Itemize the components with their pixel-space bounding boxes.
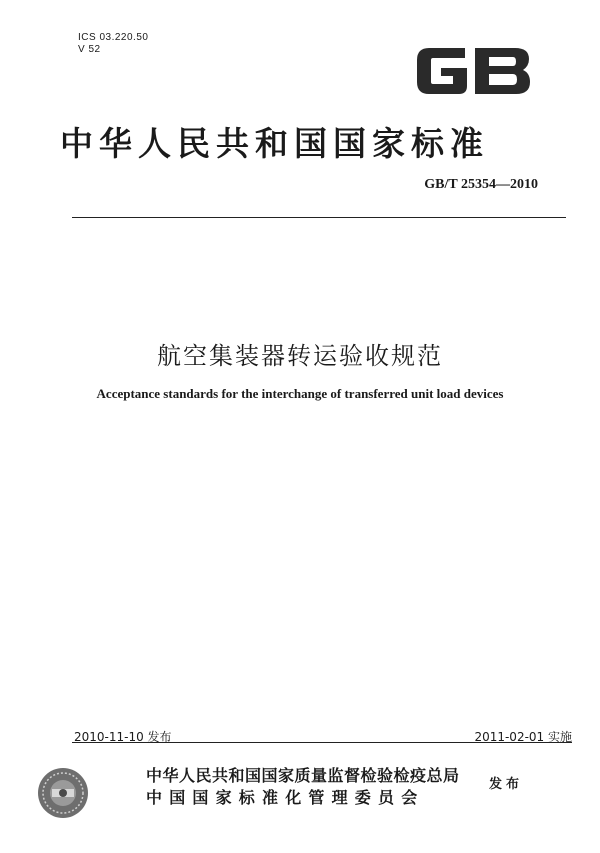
ccs-code: V 52 <box>78 44 101 55</box>
issue-date: 2010-11-10 发布 <box>74 730 172 744</box>
gb-logo-icon <box>413 44 533 98</box>
standard-number: GB/T 25354—2010 <box>424 177 538 192</box>
issuer-sac: 中国国家标准化管理委员会 <box>146 788 425 807</box>
footer-divider <box>72 742 572 743</box>
ics-code-block <box>78 32 148 56</box>
issuer-aqsiq: 中华人民共和国国家质量监督检验检疫总局 <box>146 766 460 785</box>
anti-counterfeit-seal-icon <box>36 766 90 820</box>
organization-title: 中华人民共和国国家标准 <box>60 124 489 163</box>
ics-code: ICS 03.220.50 <box>78 32 149 43</box>
implementation-date: 2011-02-01 实施 <box>474 730 572 744</box>
document-title-english: Acceptance standards for the interchange of transferred unit load devices <box>96 386 504 401</box>
publish-label: 发布 <box>489 777 524 792</box>
document-title-chinese: 航空集装器转运验收规范 <box>157 342 443 370</box>
header-divider <box>72 217 566 218</box>
